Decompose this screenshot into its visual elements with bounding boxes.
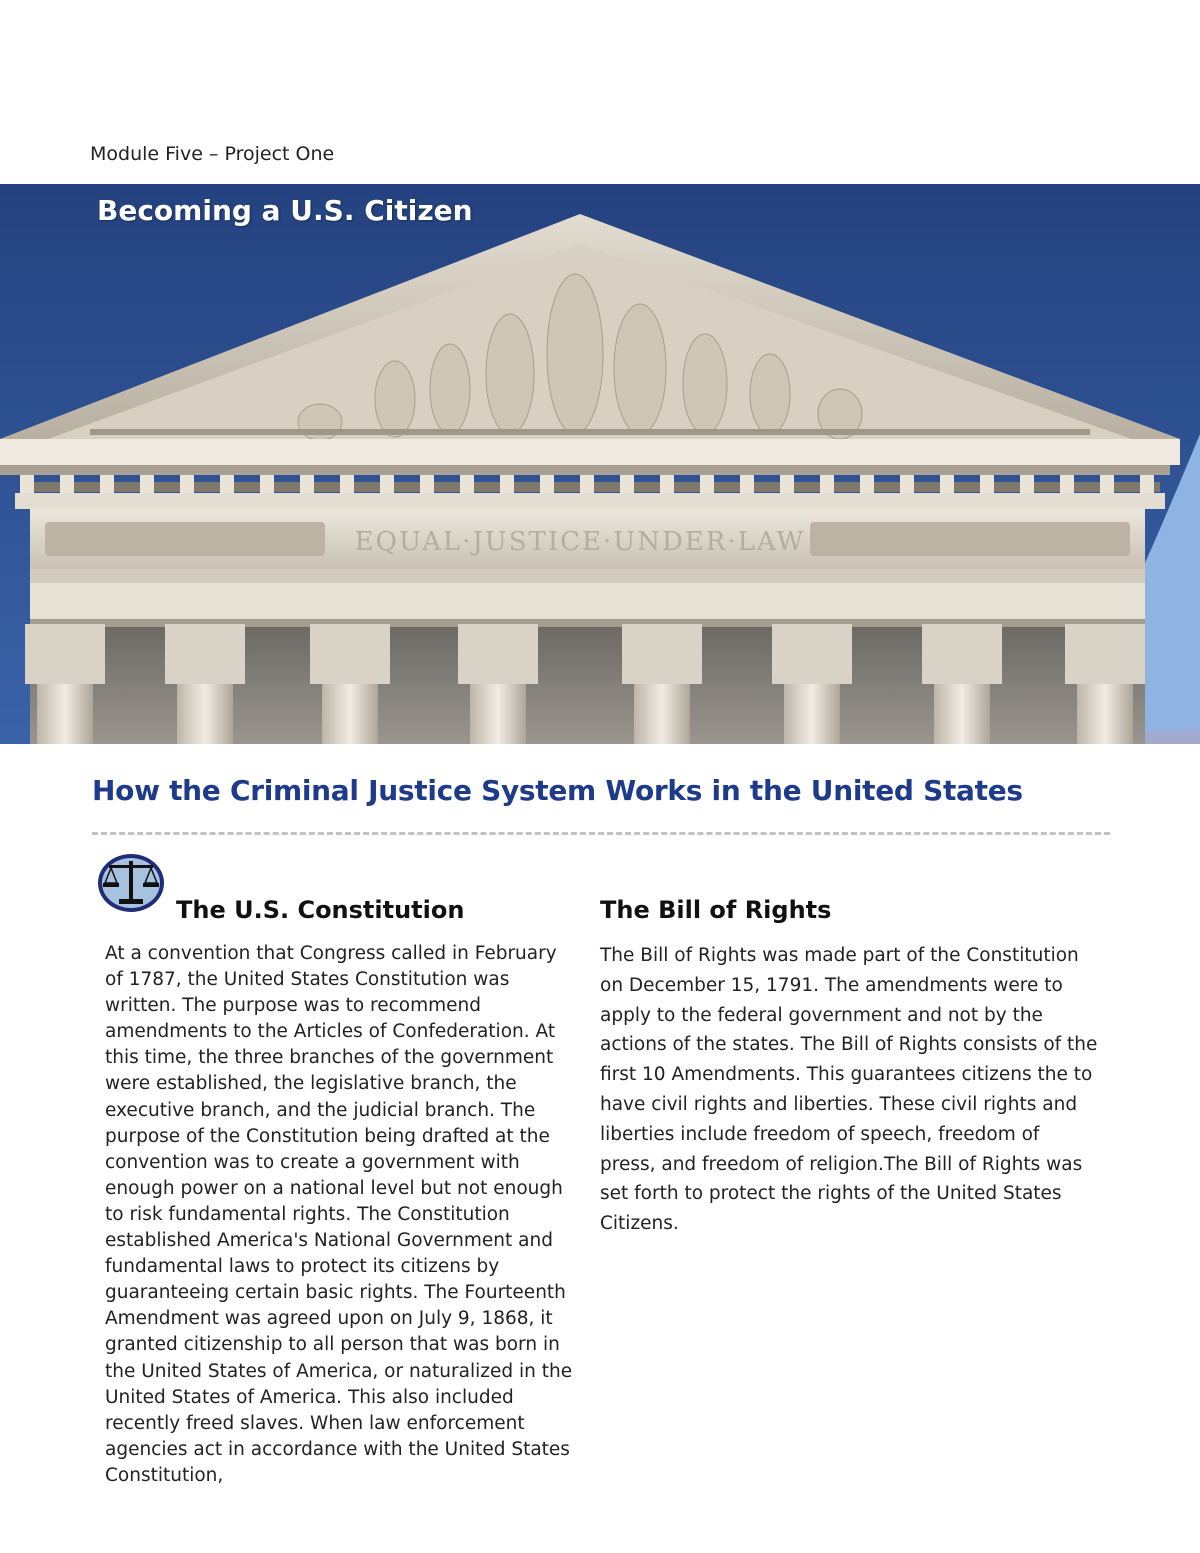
section-title-constitution: The U.S. Constitution <box>176 896 465 924</box>
bill-of-rights-body-text: The Bill of Rights was made part of the Constitution on December 15, 1791. The amendments were to apply to the federal government and not by the actions of the states. The Bill of Rights consists of the first 10 Amendments. This guarantees citizens the to have civil rights and liberties. These civil rights and liberties include freedom of speech, freedom of press, and freedom of religion.The Bill of Rights was set forth to protect the rights of the United States Citizens. <box>600 945 1098 1235</box>
scales-of-justice-icon <box>97 852 169 914</box>
page-title: How the Criminal Justice System Works in the United States <box>92 774 1023 807</box>
document-header: Module Five – Project One <box>90 143 335 165</box>
banner-title: Becoming a U.S. Citizen <box>97 194 473 227</box>
frieze-inscription: EQUAL·JUSTICE·UNDER·LAW <box>354 527 806 557</box>
banner-image <box>0 184 1200 744</box>
dashed-divider <box>92 832 1110 835</box>
constitution-body-text: At a convention that Congress called in February of 1787, the United States Constitution was written. The purpose was to recommend amendments to the Articles of Confederation. At this time, the three branches of the government were established, the legislative branch, the executive branch, and the judicial branch. The purpose of the Constitution being drafted at the convention was to create a government with enough power on a national level but not enough to risk fundamental rights. The Constitution established America's National Government and fundamental laws to protect its citizens by guaranteeing certain basic rights. The Fourteenth Amendment was agreed upon on July 9, 1868, it granted citizenship to all person that was born in the United States of America, or naturalized in the United States of America. This also included recently freed slaves. When law enforcement agencies act in accordance with the United States Constitution, <box>105 943 573 1486</box>
section-title-bill-of-rights: The Bill of Rights <box>600 896 832 924</box>
